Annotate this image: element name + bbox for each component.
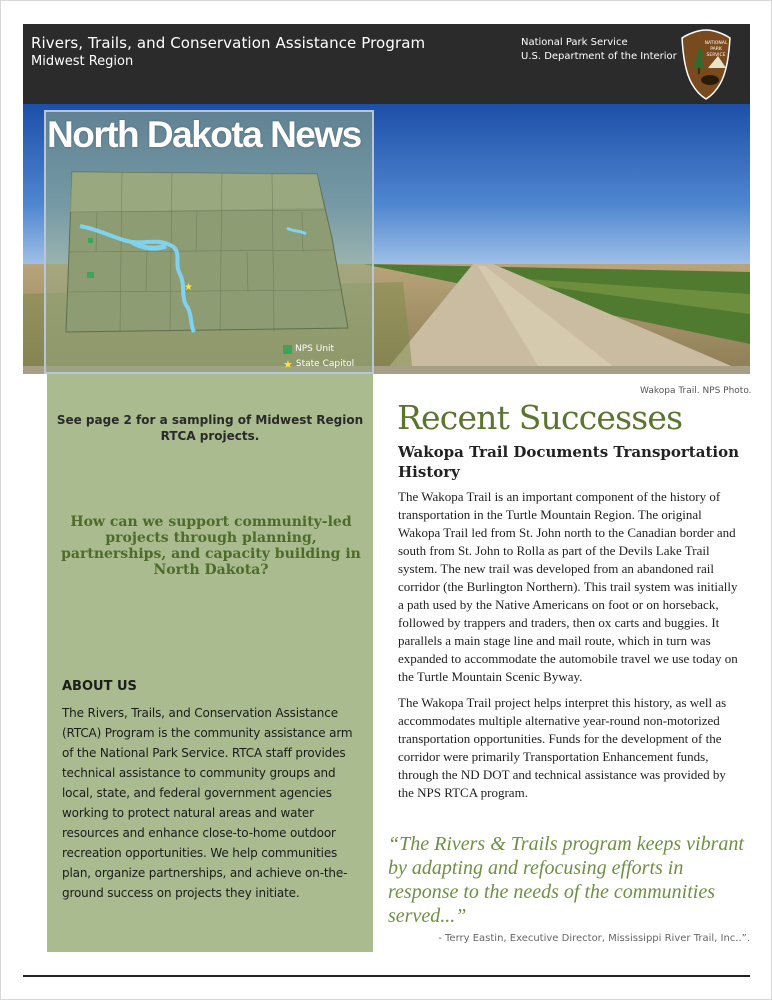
legend-nps-unit-label: NPS Unit: [295, 344, 335, 354]
state-capitol-star: ★: [184, 282, 193, 293]
nps-unit-marker: [88, 238, 93, 243]
legend-state-capitol: [283, 357, 354, 372]
about-us-heading: ABOUT US: [62, 679, 137, 694]
program-title: Rivers, Trails, and Conservation Assistance Program: [31, 34, 426, 52]
see-page-note: See page 2 for a sampling of Midwest Region RTCA projects.: [56, 413, 364, 443]
about-us-body: The Rivers, Trails, and Conservation Assistance (RTCA) Program is the community assistance arm of the National Park Service. RTCA staff provides technical assistance to community groups and local, state, and federal government agencies working to protect natural areas and water resources and enhance close-to-home outdoor recreation opportunities. We help communities plan, organize partnerships, and achieve on-the-ground success on projects they initiate.: [62, 706, 353, 900]
green-square-icon: [283, 345, 292, 354]
article-paragraph-1: The Wakopa Trail is an important component of the history of transportation in the Turtle Mountain Region. The original Wakopa Trail led from St. John north to the Canadian border and south from St. John to Rolla as part of the Devils Lake Trail system. The new trail was developed from an abandoned rail corridor (the Burlington Northern). This trail system was initially a path used by the Native Americans on foot or on horseback, followed by trappers and traders, then ox carts and buggies. It parallels a main stage line and mail route, which in turn was expanded to accommodate the automobile travel we use today on the Turtle Mountain Scenic Byway.: [398, 489, 738, 684]
article-paragraph-2: The Wakopa Trail project helps interpret this history, as well as accommodates multiple alternative year-round non-motorized transportation opportunities. Funds for the development of the corridor were primarily Transportation Enhancement funds, through the ND DOT and technical assistance was provided by the NPS RTCA program.: [398, 695, 727, 800]
legend-state-capitol-label: State Capitol: [295, 359, 355, 369]
logo-text-park: PARK: [710, 47, 722, 52]
legend-nps-unit: [283, 342, 354, 357]
article-title: Wakopa Trail Documents Transportation History: [398, 443, 739, 481]
agency-name: National Park Service: [521, 37, 628, 48]
nps-arrowhead-logo: [678, 28, 734, 100]
newsletter-title: North Dakota News: [47, 114, 361, 155]
photo-credit: Wakopa Trail. NPS Photo.: [640, 386, 752, 396]
department-name: U.S. Department of the Interior: [521, 51, 677, 62]
agency-block: [521, 36, 677, 64]
region-label: Midwest Region: [31, 54, 134, 69]
logo-text-service: SERVICE: [706, 53, 726, 58]
bottom-rule: [23, 975, 750, 977]
header-band: [23, 24, 750, 104]
logo-text-national: NATIONAL: [704, 41, 728, 46]
nps-unit-marker: [87, 272, 94, 278]
support-question: How can we support community-led projects through planning, partnerships, and capacity building in North Dakota?: [61, 514, 361, 578]
pull-quote: “The Rivers & Trails program keeps vibrant by adapting and refocusing efforts in response to the needs of the communities served...”: [388, 833, 744, 927]
star-icon: ★: [283, 358, 293, 371]
map-legend: [283, 342, 354, 372]
quote-attribution: - Terry Eastin, Executive Director, Mississippi River Trail, Inc..”.: [438, 933, 750, 944]
north-dakota-map: [62, 168, 352, 336]
section-title: Recent Successes: [397, 398, 683, 437]
